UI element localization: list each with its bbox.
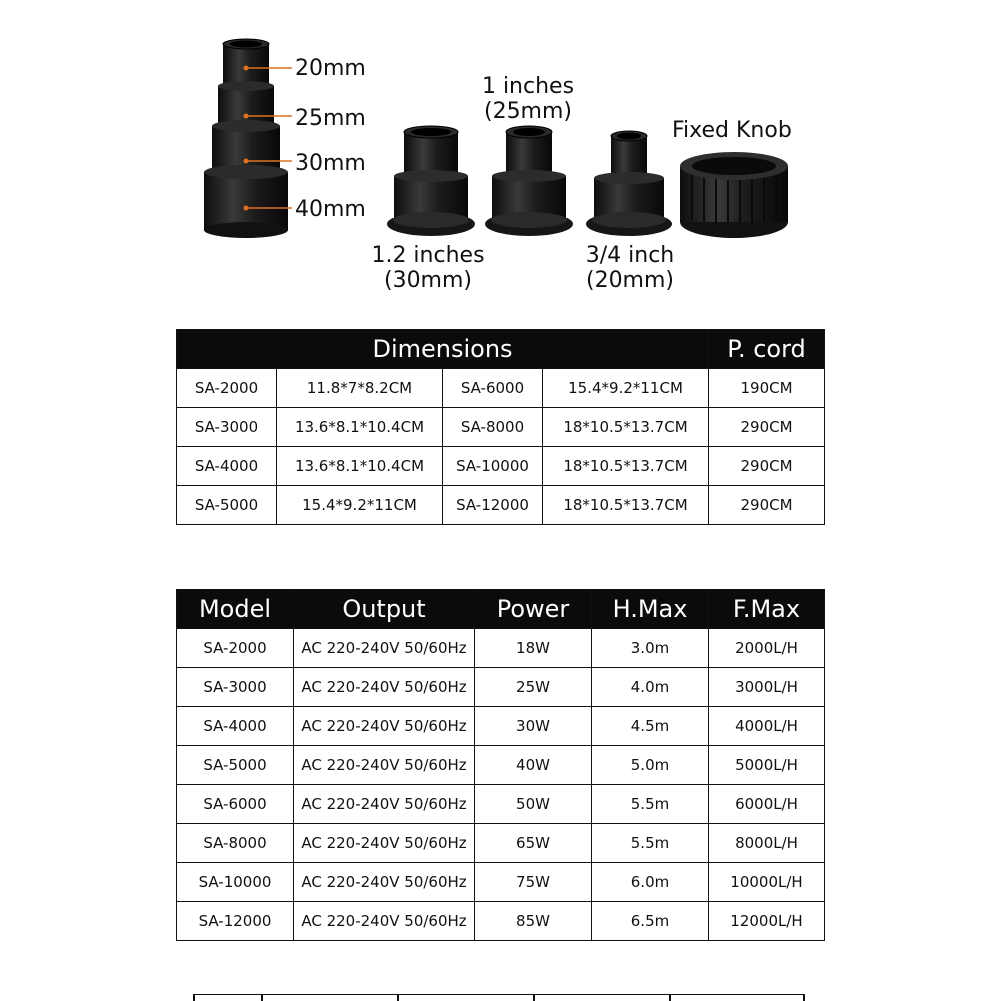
model-cell: SA-5000 [177,746,294,785]
fmax-cell: 3000L/H [709,668,825,707]
table-row [177,902,825,941]
dimension-cell: 15.4*9.2*11CM [543,369,709,408]
stepped-hose-adapter-image [196,38,296,240]
specifications-table [176,589,825,941]
output-cell: AC 220-240V 50/60Hz [294,668,475,707]
adapter-25mm-image [484,124,574,240]
power-cell: 50W [475,785,592,824]
model-cell: SA-12000 [443,486,543,525]
power-cell: 40W [475,746,592,785]
fixed-knob-image [678,150,790,240]
fixed-knob-label: Fixed Knob [672,118,792,143]
table-row [177,668,825,707]
adapter-20mm-image [584,128,674,240]
power-cord-header: P. cord [709,330,825,369]
fmax-cell: 5000L/H [709,746,825,785]
fmax-cell: 12000L/H [709,902,825,941]
model-cell: SA-4000 [177,447,277,486]
dimension-cell: 11.8*7*8.2CM [277,369,443,408]
model-cell: SA-6000 [443,369,543,408]
fittings-illustration [0,0,1000,300]
power-cell: 75W [475,863,592,902]
adapter-25mm-label-line2: (25mm) [483,99,573,124]
adapter-30mm-label-line2: (30mm) [383,268,473,293]
hmax-cell: 3.0m [592,629,709,668]
power-cell: 18W [475,629,592,668]
hmax-cell: 5.5m [592,785,709,824]
table-row [177,447,825,486]
dimension-cell: 18*10.5*13.7CM [543,408,709,447]
output-cell: AC 220-240V 50/60Hz [294,629,475,668]
output-cell: AC 220-240V 50/60Hz [294,746,475,785]
power-cell: 85W [475,902,592,941]
cord-cell: 190CM [709,369,825,408]
output-header: Output [294,590,475,629]
table-row [177,785,825,824]
model-cell: SA-2000 [177,629,294,668]
cord-cell: 290CM [709,486,825,525]
hmax-cell: 4.5m [592,707,709,746]
cord-cell: 290CM [709,408,825,447]
dimension-cell: 13.6*8.1*10.4CM [277,447,443,486]
model-header: Model [177,590,294,629]
cord-cell: 290CM [709,447,825,486]
power-cell: 65W [475,824,592,863]
model-cell: SA-2000 [177,369,277,408]
output-cell: AC 220-240V 50/60Hz [294,824,475,863]
adapter-30mm-label-line1: 1.2 inches [371,243,485,268]
stepped-label-30mm: 30mm [295,151,366,176]
dimensions-table [176,329,825,525]
adapter-20mm-label-line2: (20mm) [585,268,675,293]
model-cell: SA-8000 [177,824,294,863]
model-cell: SA-3000 [177,408,277,447]
stepped-label-20mm: 20mm [295,56,366,81]
adapter-20mm-label-line1: 3/4 inch [585,243,675,268]
hmax-header: H.Max [592,590,709,629]
table-row [177,707,825,746]
table-row [177,863,825,902]
output-cell: AC 220-240V 50/60Hz [294,863,475,902]
fmax-cell: 2000L/H [709,629,825,668]
model-cell: SA-10000 [443,447,543,486]
power-cell: 25W [475,668,592,707]
fmax-cell: 10000L/H [709,863,825,902]
output-cell: AC 220-240V 50/60Hz [294,707,475,746]
power-header: Power [475,590,592,629]
stepped-label-25mm: 25mm [295,106,366,131]
adapter-25mm-label-line1: 1 inches [481,74,575,99]
model-cell: SA-8000 [443,408,543,447]
table-row [177,824,825,863]
fmax-header: F.Max [709,590,825,629]
fmax-cell: 4000L/H [709,707,825,746]
dimensions-header: Dimensions [177,330,709,369]
dimension-cell: 13.6*8.1*10.4CM [277,408,443,447]
fmax-cell: 6000L/H [709,785,825,824]
hmax-cell: 6.5m [592,902,709,941]
dimension-cell: 15.4*9.2*11CM [277,486,443,525]
table-row [177,369,825,408]
hmax-cell: 4.0m [592,668,709,707]
model-cell: SA-5000 [177,486,277,525]
model-cell: SA-12000 [177,902,294,941]
output-cell: AC 220-240V 50/60Hz [294,902,475,941]
model-cell: SA-3000 [177,668,294,707]
power-cell: 30W [475,707,592,746]
table-row [177,746,825,785]
dimension-cell: 18*10.5*13.7CM [543,486,709,525]
model-cell: SA-6000 [177,785,294,824]
dimension-cell: 18*10.5*13.7CM [543,447,709,486]
hmax-cell: 5.5m [592,824,709,863]
output-cell: AC 220-240V 50/60Hz [294,785,475,824]
table-row [177,486,825,525]
hmax-cell: 5.0m [592,746,709,785]
hmax-cell: 6.0m [592,863,709,902]
fmax-cell: 8000L/H [709,824,825,863]
stepped-label-40mm: 40mm [295,197,366,222]
table-row [177,408,825,447]
model-cell: SA-4000 [177,707,294,746]
model-cell: SA-10000 [177,863,294,902]
table-row [177,629,825,668]
adapter-30mm-image [386,124,476,240]
